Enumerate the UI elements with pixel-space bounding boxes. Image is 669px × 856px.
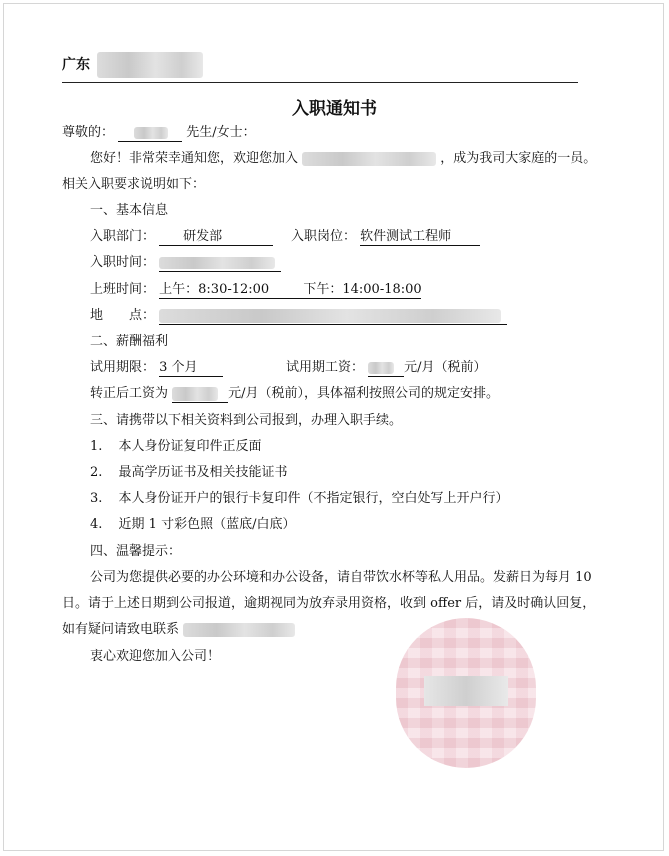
redacted-regular-salary (172, 387, 218, 401)
regular-salary-field (172, 386, 228, 403)
regular-salary-suffix: 元/月（税前），具体福利按照公司的规定安排。 (228, 386, 500, 401)
dept-value: 研发部 (159, 229, 273, 246)
greeting-line (62, 124, 256, 142)
notice-para-line3 (62, 621, 295, 639)
section2-heading: 二、薪酬福利 (90, 334, 169, 349)
redacted-address (159, 309, 501, 323)
hours-am: 上午：8:30-12:00 (159, 282, 270, 297)
regular-salary-prefix: 转正后工资为 (90, 386, 169, 401)
address-line (90, 307, 507, 325)
section3-heading: 三、请携带以下相关资料到公司报到，办理入职手续。 (90, 413, 403, 428)
document-title: 入职通知书 (292, 99, 377, 119)
redacted-company-name (97, 52, 203, 78)
header-divider (62, 82, 578, 83)
address-field (159, 308, 507, 325)
probation-value: 3 个月 (159, 360, 223, 377)
intro-part1: 您好！非常荣幸通知您，欢迎您加入 (90, 151, 299, 166)
name-field (118, 125, 182, 142)
greeting-suffix: 先生/女士： (186, 125, 256, 140)
contact-prefix: 如有疑问请致电联系 (62, 622, 180, 637)
redacted-contact (183, 623, 295, 637)
hours-pm: 下午：14:00-18:00 (303, 282, 422, 297)
list-item-text: 本人身份证开户的银行卡复印件（不指定银行，空白处写上开户行） (118, 491, 509, 506)
dept-line (90, 228, 273, 246)
hours-line (90, 281, 421, 299)
intro-part2: ，成为我司大家庭的一员。 (440, 151, 597, 166)
notice-para-line1: 公司为您提供必要的办公环境和办公设备，请自带饮水杯等私人用品。发薪日为每月 10 (90, 570, 592, 585)
position-label: 入职岗位： (291, 229, 357, 244)
probation-salary-suffix: 元/月（税前） (404, 360, 487, 375)
notice-para-line2: 日。请于上述日期到公司报道，逾期视同为放弃录用资格，收到 offer 后，请及时确认回复， (62, 596, 596, 611)
hours-field (159, 282, 421, 299)
probation-salary-line (286, 359, 487, 377)
probation-salary-field (368, 360, 404, 377)
closing-line: 衷心欢迎您加入公司！ (90, 649, 221, 664)
hours-label: 上班时间： (90, 282, 156, 297)
regular-salary-line (90, 385, 499, 403)
list-item-number: 2. (90, 465, 103, 480)
company-prefix: 广东 (62, 57, 90, 73)
section1-heading: 一、基本信息 (90, 203, 169, 218)
start-date-line (90, 254, 281, 272)
address-label: 地 点： (90, 308, 156, 323)
intro2-line: 相关入职要求说明如下： (62, 177, 206, 192)
list-item-number: 1. (90, 439, 103, 454)
redacted-name (134, 127, 168, 139)
greeting-prefix: 尊敬的： (62, 125, 115, 140)
probation-line (90, 359, 223, 377)
redacted-company-full (302, 152, 436, 166)
position-value: 软件测试工程师 (360, 229, 480, 246)
redacted-probation-salary (368, 362, 394, 374)
redacted-start-date (159, 257, 275, 269)
list-item-number: 3. (90, 491, 103, 506)
list-item (90, 490, 509, 508)
list-item-number: 4. (90, 517, 103, 532)
dept-label: 入职部门： (90, 229, 156, 244)
header-company (62, 52, 203, 78)
list-item-text: 最高学历证书及相关技能证书 (118, 465, 288, 480)
list-item-text: 近期 1 寸彩色照（蓝底/白底） (118, 517, 296, 532)
section4-heading: 四、温馨提示： (90, 544, 182, 559)
start-date-field (159, 255, 281, 272)
seal-redacted-center (424, 676, 508, 706)
probation-salary-label: 试用期工资： (286, 360, 365, 375)
date-label: 入职时间： (90, 255, 156, 270)
intro-line (90, 150, 596, 168)
list-item (90, 464, 288, 482)
position-line (291, 228, 480, 246)
list-item (90, 438, 262, 456)
list-item (90, 516, 295, 534)
list-item-text: 本人身份证复印件正反面 (118, 439, 262, 454)
probation-label: 试用期限： (90, 360, 156, 375)
